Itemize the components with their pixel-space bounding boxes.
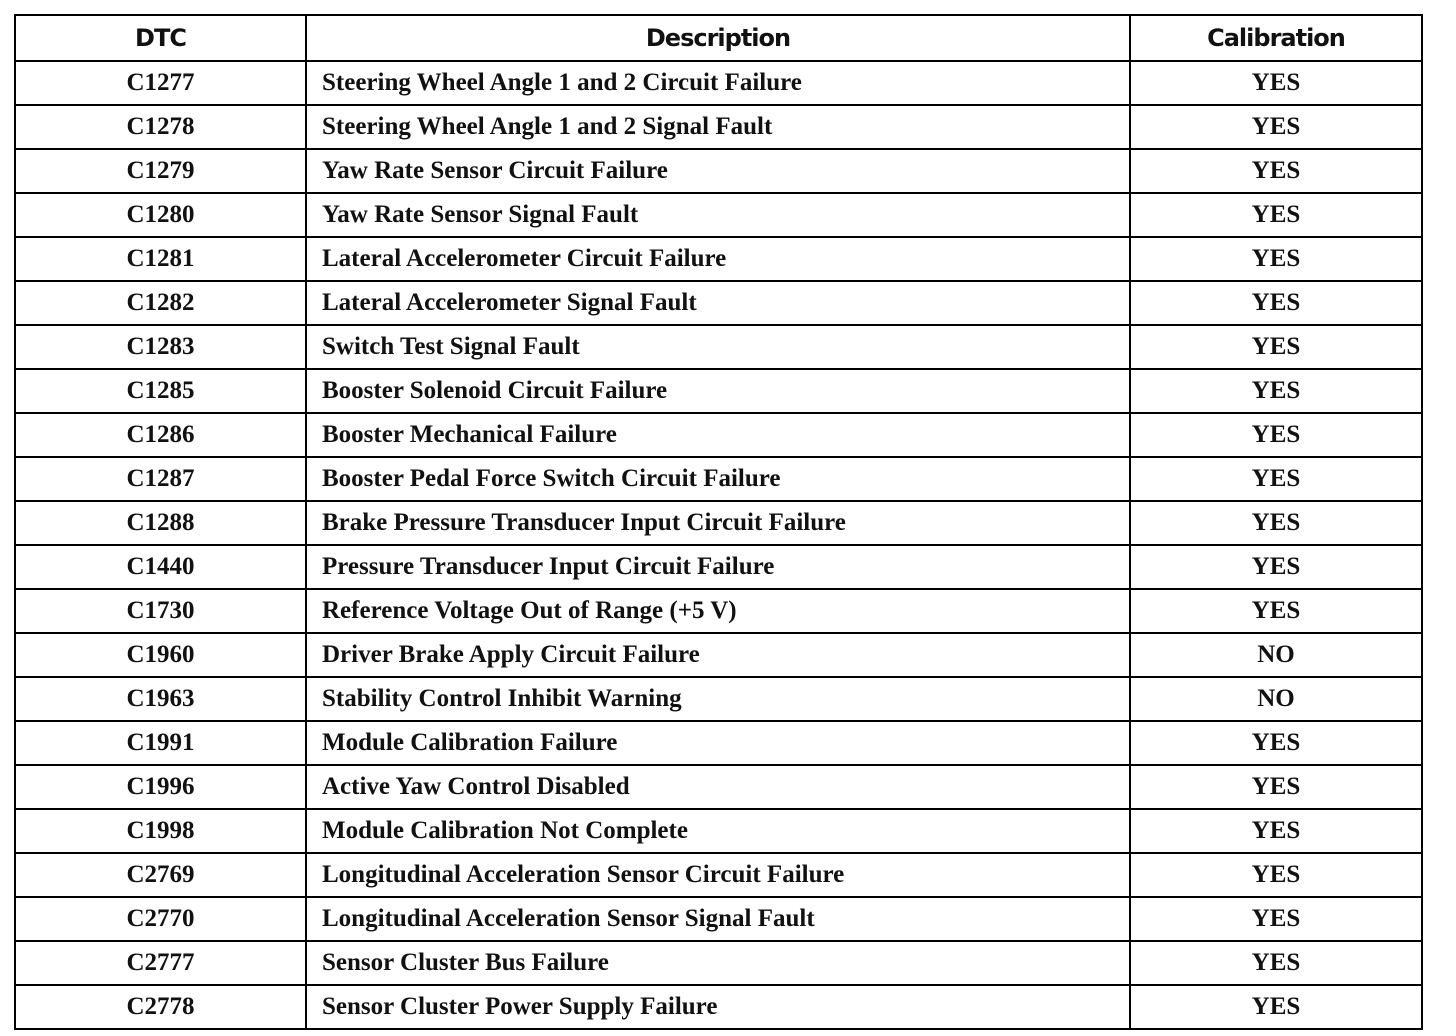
calibration-cell: YES	[1130, 61, 1422, 105]
table-row	[15, 589, 1422, 633]
description-cell: Steering Wheel Angle 1 and 2 Circuit Failure	[306, 61, 1130, 105]
table-row	[15, 105, 1422, 149]
dtc-cell: C1996	[15, 765, 306, 809]
table-row	[15, 633, 1422, 677]
calibration-cell: YES	[1130, 589, 1422, 633]
calibration-cell: YES	[1130, 281, 1422, 325]
calibration-cell: YES	[1130, 413, 1422, 457]
calibration-cell: YES	[1130, 501, 1422, 545]
description-cell: Switch Test Signal Fault	[306, 325, 1130, 369]
description-cell: Lateral Accelerometer Signal Fault	[306, 281, 1130, 325]
table-row	[15, 897, 1422, 941]
calibration-cell: YES	[1130, 809, 1422, 853]
dtc-cell: C1285	[15, 369, 306, 413]
description-cell: Sensor Cluster Bus Failure	[306, 941, 1130, 985]
dtc-cell: C1278	[15, 105, 306, 149]
description-cell: Module Calibration Not Complete	[306, 809, 1130, 853]
table-row	[15, 545, 1422, 589]
dtc-cell: C1440	[15, 545, 306, 589]
table-row	[15, 61, 1422, 105]
table-row	[15, 237, 1422, 281]
dtc-cell: C1281	[15, 237, 306, 281]
calibration-cell: YES	[1130, 457, 1422, 501]
calibration-cell: YES	[1130, 941, 1422, 985]
description-cell: Longitudinal Acceleration Sensor Circuit Failure	[306, 853, 1130, 897]
dtc-cell: C1991	[15, 721, 306, 765]
table-row	[15, 809, 1422, 853]
table-body	[15, 61, 1422, 1029]
table-row	[15, 677, 1422, 721]
description-cell: Booster Solenoid Circuit Failure	[306, 369, 1130, 413]
table-row	[15, 853, 1422, 897]
description-cell: Lateral Accelerometer Circuit Failure	[306, 237, 1130, 281]
description-cell: Driver Brake Apply Circuit Failure	[306, 633, 1130, 677]
calibration-cell: YES	[1130, 985, 1422, 1029]
header-description: Description	[306, 15, 1130, 61]
calibration-cell: YES	[1130, 369, 1422, 413]
description-cell: Active Yaw Control Disabled	[306, 765, 1130, 809]
description-cell: Sensor Cluster Power Supply Failure	[306, 985, 1130, 1029]
header-dtc: DTC	[15, 15, 306, 61]
dtc-cell: C1280	[15, 193, 306, 237]
dtc-cell: C2769	[15, 853, 306, 897]
calibration-cell: YES	[1130, 853, 1422, 897]
calibration-cell: YES	[1130, 545, 1422, 589]
dtc-calibration-table	[14, 14, 1423, 1030]
dtc-cell: C2770	[15, 897, 306, 941]
calibration-cell: YES	[1130, 765, 1422, 809]
calibration-cell: YES	[1130, 237, 1422, 281]
calibration-cell: YES	[1130, 105, 1422, 149]
header-row	[15, 15, 1422, 61]
description-cell: Stability Control Inhibit Warning	[306, 677, 1130, 721]
table-row	[15, 457, 1422, 501]
table-row	[15, 501, 1422, 545]
dtc-cell: C1279	[15, 149, 306, 193]
calibration-cell: YES	[1130, 721, 1422, 765]
description-cell: Booster Mechanical Failure	[306, 413, 1130, 457]
header-calibration: Calibration	[1130, 15, 1422, 61]
description-cell: Longitudinal Acceleration Sensor Signal Fault	[306, 897, 1130, 941]
description-cell: Yaw Rate Sensor Signal Fault	[306, 193, 1130, 237]
table-row	[15, 765, 1422, 809]
table-row	[15, 193, 1422, 237]
table-row	[15, 369, 1422, 413]
table-row	[15, 281, 1422, 325]
description-cell: Booster Pedal Force Switch Circuit Failure	[306, 457, 1130, 501]
calibration-cell: NO	[1130, 677, 1422, 721]
description-cell: Steering Wheel Angle 1 and 2 Signal Fault	[306, 105, 1130, 149]
dtc-cell: C1288	[15, 501, 306, 545]
dtc-cell: C1283	[15, 325, 306, 369]
dtc-cell: C1730	[15, 589, 306, 633]
table-row	[15, 149, 1422, 193]
dtc-cell: C2778	[15, 985, 306, 1029]
table-row	[15, 721, 1422, 765]
table-row	[15, 985, 1422, 1029]
calibration-cell: YES	[1130, 193, 1422, 237]
dtc-cell: C1998	[15, 809, 306, 853]
calibration-cell: YES	[1130, 897, 1422, 941]
calibration-cell: YES	[1130, 149, 1422, 193]
description-cell: Pressure Transducer Input Circuit Failure	[306, 545, 1130, 589]
dtc-cell: C1963	[15, 677, 306, 721]
table-row	[15, 413, 1422, 457]
calibration-cell: YES	[1130, 325, 1422, 369]
dtc-cell: C2777	[15, 941, 306, 985]
dtc-cell: C1286	[15, 413, 306, 457]
table-row	[15, 325, 1422, 369]
dtc-cell: C1287	[15, 457, 306, 501]
description-cell: Brake Pressure Transducer Input Circuit Failure	[306, 501, 1130, 545]
calibration-cell: NO	[1130, 633, 1422, 677]
description-cell: Reference Voltage Out of Range (+5 V)	[306, 589, 1130, 633]
table-row	[15, 941, 1422, 985]
dtc-cell: C1282	[15, 281, 306, 325]
description-cell: Module Calibration Failure	[306, 721, 1130, 765]
dtc-cell: C1960	[15, 633, 306, 677]
dtc-cell: C1277	[15, 61, 306, 105]
description-cell: Yaw Rate Sensor Circuit Failure	[306, 149, 1130, 193]
